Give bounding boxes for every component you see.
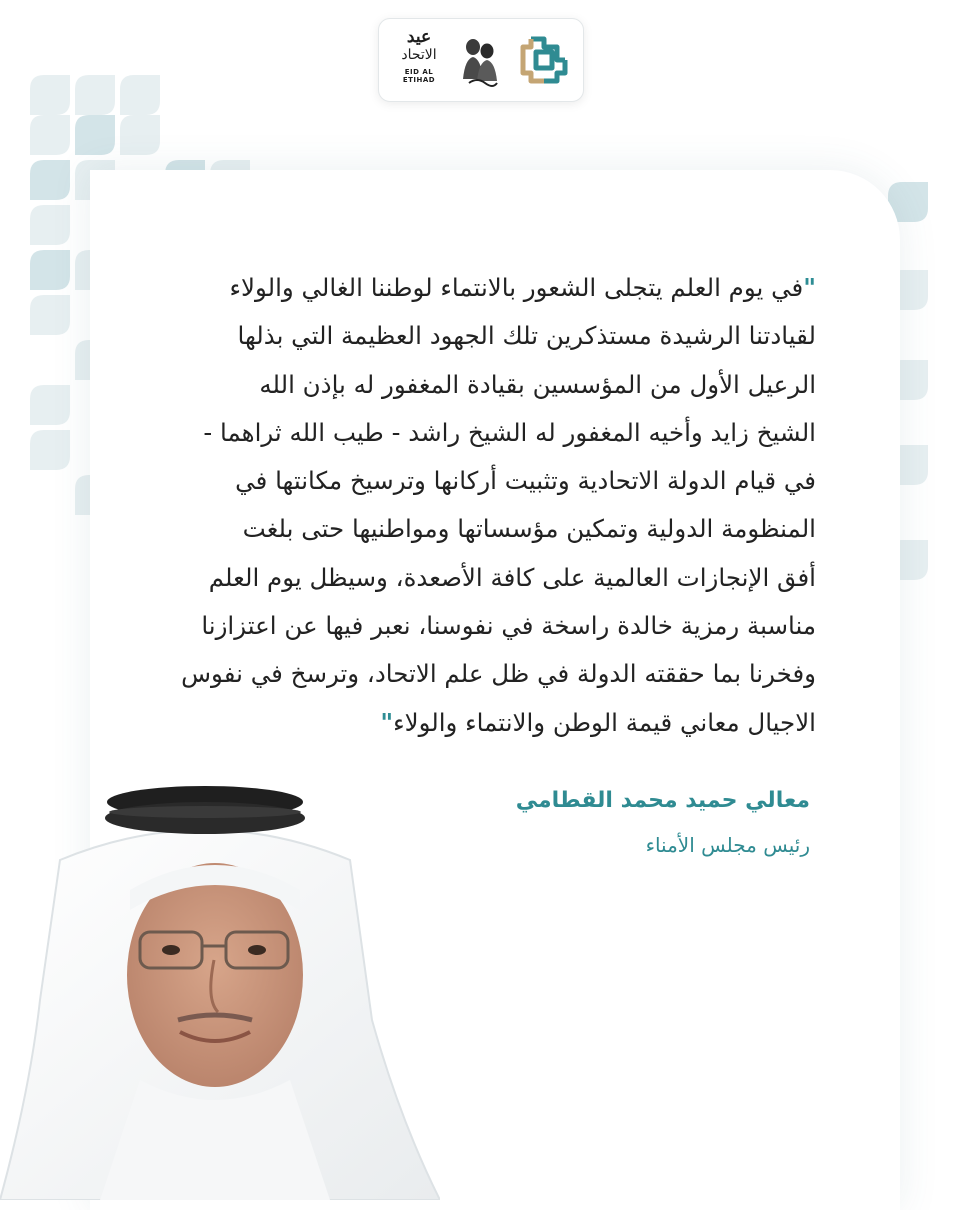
- quote-text: [168, 264, 816, 747]
- leaf-tile: [75, 75, 115, 115]
- quote-close-mark: ": [380, 707, 394, 737]
- leaf-tile: [120, 115, 160, 155]
- quote-line: الاجيال معاني قيمة الوطن والانتماء والولاء": [380, 707, 816, 737]
- leaf-tile: [30, 205, 70, 245]
- eid-logo-arabic-top: عيد: [406, 27, 432, 47]
- signatory-title: رئيس مجلس الأمناء: [645, 833, 810, 857]
- quote-line: لقيادتنا الرشيدة مستذكرين تلك الجهود العظيمة التي بذلها: [237, 321, 816, 351]
- official-portrait-icon: [0, 760, 440, 1200]
- leaf-tile: [30, 75, 70, 115]
- quote-line: مناسبة رمزية خالدة راسخة في نفوسنا، نعبر فيها عن اعتزازنا: [201, 611, 816, 641]
- leaf-tile: [120, 75, 160, 115]
- eid-logo-english: EID AL ETIHAD: [402, 68, 436, 84]
- quote-line: "في يوم العلم يتجلى الشعور بالانتماء لوطننا الغالي والولاء: [229, 273, 816, 302]
- quote-line: أفق الإنجازات العالمية على كافة الأصعدة، وسيظل يوم العلم: [208, 562, 816, 592]
- header-logos: [378, 18, 584, 102]
- interlaced-star-icon: [517, 33, 571, 87]
- leaf-tile: [30, 115, 70, 155]
- leaf-tile: [30, 430, 70, 470]
- leaf-tile: [30, 385, 70, 425]
- signatory-name: معالي حميد محمد القطامي: [515, 788, 810, 813]
- quote-line: الرعيل الأول من المؤسسين بقيادة المغفور له بإذن الله: [259, 369, 816, 399]
- eid-logo-arabic-bottom: الاتحاد: [401, 47, 437, 63]
- quote-line: الشيخ زايد وأخيه المغفور له الشيخ راشد - طيب الله ثراهما -: [203, 417, 816, 447]
- leaf-tile: [75, 115, 115, 155]
- quote-open-mark: ": [803, 273, 816, 302]
- leaf-tile: [30, 250, 70, 290]
- founders-silhouette-icon: [455, 31, 503, 91]
- eid-al-etihad-logo: [391, 29, 447, 91]
- quote-line: وفخرنا بما حققته الدولة في ظل علم الاتحاد، وترسخ في نفوس: [181, 659, 816, 689]
- quote-line: في قيام الدولة الاتحادية وتثبيت أركانها وترسيخ مكانتها في: [235, 466, 816, 496]
- quote-line: المنظومة الدولية وتمكين مؤسساتها ومواطنيها حتى بلغت: [242, 514, 816, 544]
- leaf-tile: [30, 160, 70, 200]
- leaf-tile: [30, 295, 70, 335]
